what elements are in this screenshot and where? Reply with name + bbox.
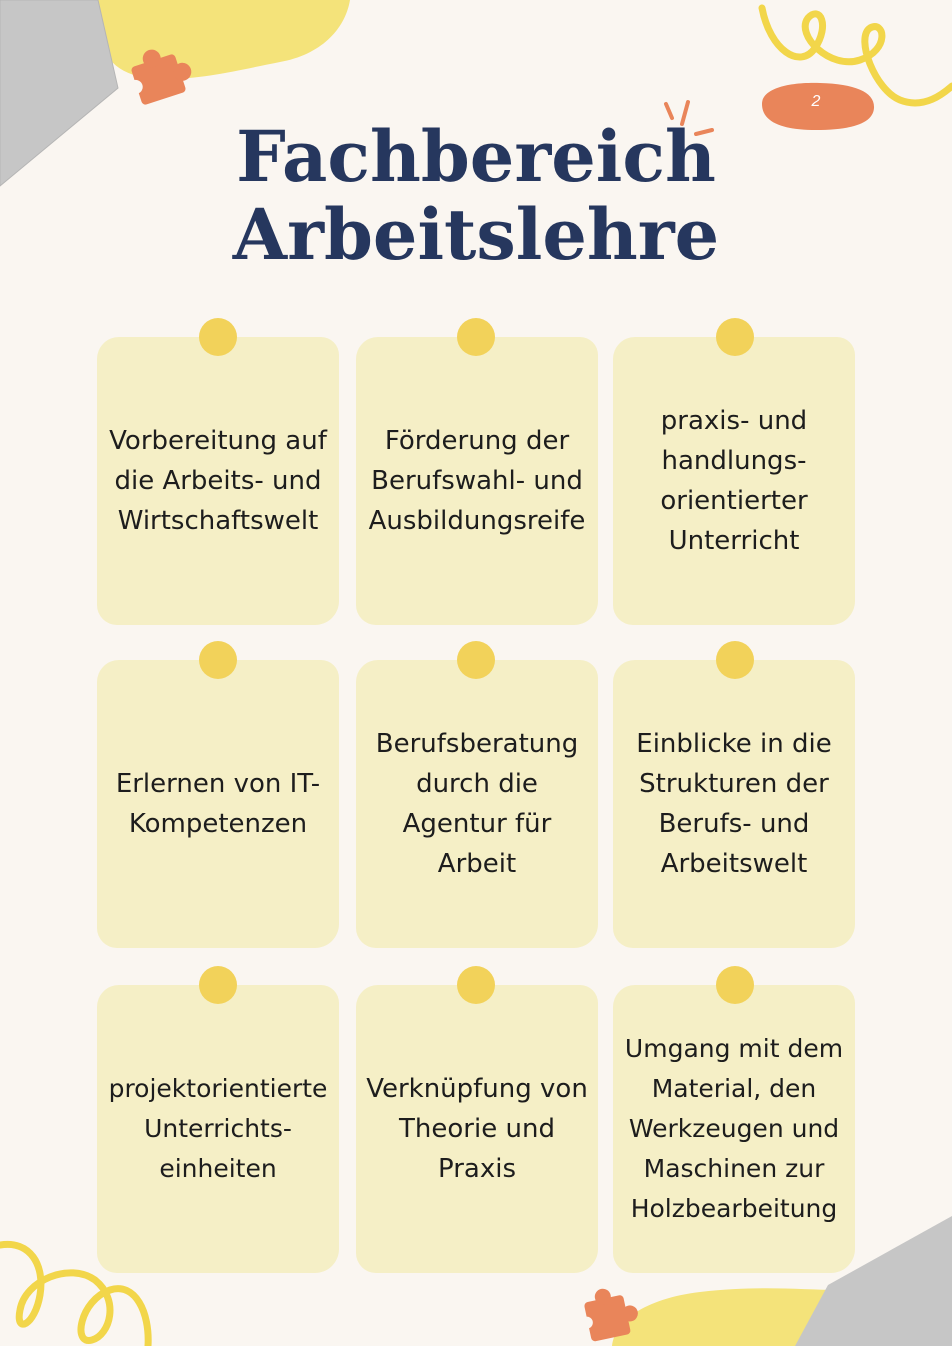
title-line-2: Arbeitslehre — [232, 193, 720, 276]
note-card-text: Vorbereitung auf die Arbeits- und Wirtschaftswelt — [109, 426, 327, 536]
pin-icon — [199, 641, 237, 679]
note-card-text: projektorientierte Unterrichts-einheiten — [108, 1074, 328, 1183]
note-card — [97, 985, 339, 1273]
note-card-text: Berufsberatung durch die Agentur für Arbeit — [375, 729, 579, 879]
pin-icon — [716, 318, 754, 356]
note-card-text: Umgang mit dem Material, den Werkzeugen und Maschinen zur Holzbearbeitung — [624, 1034, 844, 1223]
page-number: 2 — [811, 93, 821, 110]
note-card — [356, 337, 598, 625]
note-card-text: Förderung der Berufswahl- und Ausbildungsreife — [368, 426, 586, 536]
page-title — [0, 115, 952, 276]
note-card-text: Verknüpfung von Theorie und Praxis — [366, 1074, 588, 1184]
title-line-1: Fachbereich — [236, 115, 716, 198]
note-card — [97, 337, 339, 625]
note-card — [356, 660, 598, 948]
note-card — [613, 337, 855, 625]
note-card — [613, 660, 855, 948]
note-card-text: Einblicke in die Strukturen der Berufs- und Arbeitswelt — [636, 729, 832, 879]
pin-icon — [457, 318, 495, 356]
pin-icon — [199, 318, 237, 356]
note-card-text: praxis- und handlungs-orientierter Unterricht — [660, 406, 808, 556]
note-card — [97, 660, 339, 948]
pin-icon — [716, 641, 754, 679]
pin-icon — [716, 966, 754, 1004]
note-card — [356, 985, 598, 1273]
pin-icon — [199, 966, 237, 1004]
note-card-text: Erlernen von IT-Kompetenzen — [115, 769, 321, 839]
note-card — [613, 985, 855, 1273]
pin-icon — [457, 641, 495, 679]
pin-icon — [457, 966, 495, 1004]
